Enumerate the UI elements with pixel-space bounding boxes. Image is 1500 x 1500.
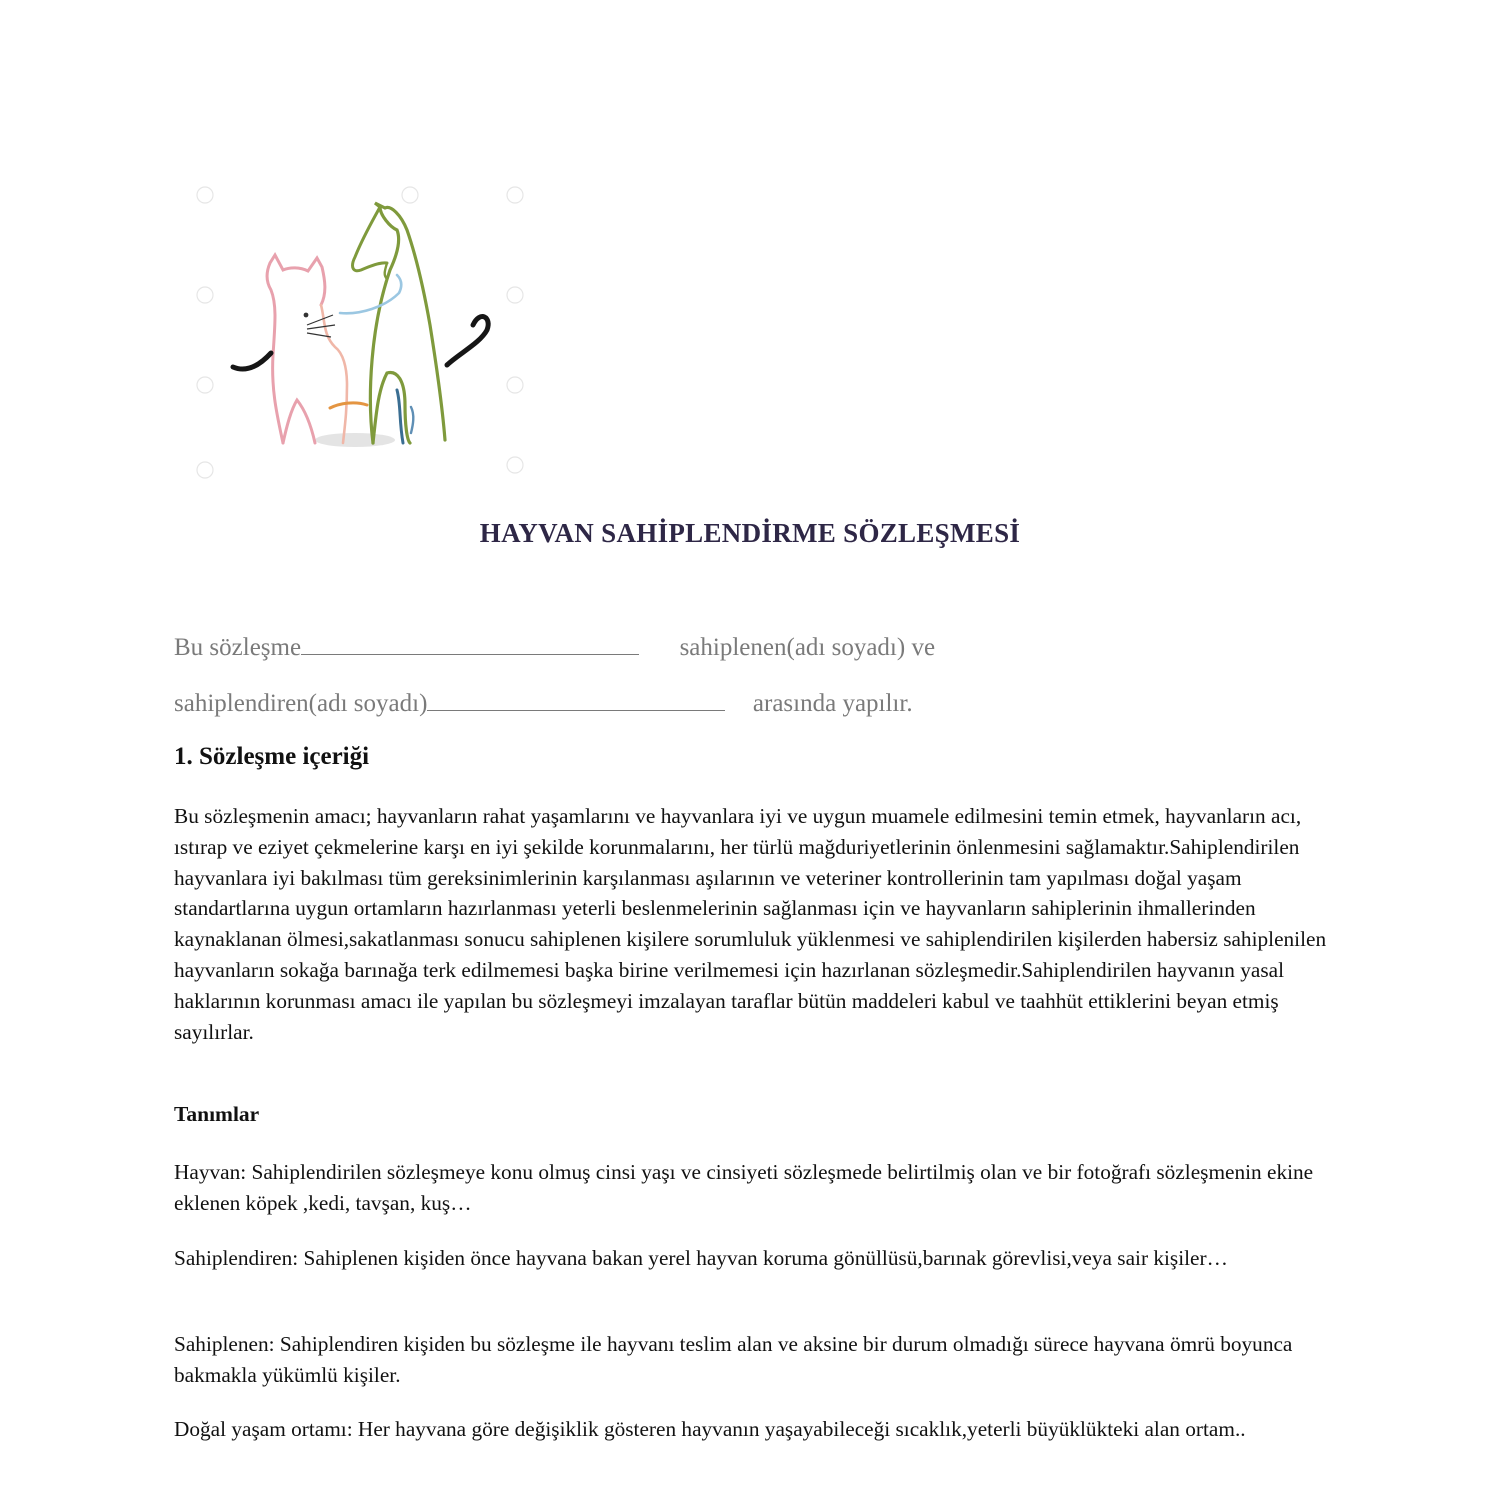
section-1-heading: 1. Sözleşme içeriği: [174, 743, 370, 770]
definition-sahiplendiren: Sahiplendiren: Sahiplenen kişiden önce hayvana bakan yerel hayvan koruma gönüllüsü,barınak görevlisi,veya sair kişiler…: [174, 1246, 1228, 1270]
giver-name-blank[interactable]: [427, 688, 725, 711]
document-title: HAYVAN SAHİPLENDİRME SÖZLEŞMESİ: [479, 518, 1021, 548]
section-1-body: Bu sözleşmenin amacı; hayvanların rahat yaşamlarını ve hayvanlara iyi ve uygun muamele edilmesini temin etmek, hayvanların acı, ıstırap ve eziyet çekmelerine karşı en iyi şekilde korunmalarını, her türlü mağduriyetlerinin önlenmesini sağlamaktır.Sahiplendirilen hayvanlara iyi bakılması tüm gereksinimlerinin karşılanması aşılarının ve veteriner kontrollerinin tam yapılması doğal yaşam standartlarına uygun ortamların hazırlanması yeterli beslenmelerinin sağlanması için ve hayvanların sahiplerinin ihmallerinden kaynaklanan ölmesi,sakatlanması sonucu sahiplenen kişilere sorumluluk yüklenmesi ve sahiplendirilen kişilerden habersiz sahiplenilen hayvanların sokağa barınağa terk edilmemesi başka birine verilmemesi için hazırlanan sözleşmedir.Sahiplendirilen hayvanın yasal haklarının korunması amacı ile yapılan bu sözleşmeyi imzalayan taraflar bütün maddeleri kabul ve taahhüt ettiklerini beyan etmiş sayılırlar.: [174, 804, 1327, 1044]
intro-line-1-end: sahiplenen(adı soyadı) ve: [679, 634, 936, 661]
definitions-heading: Tanımlar: [174, 1102, 260, 1126]
definition-hayvan: Hayvan: Sahiplendirilen sözleşmeye konu olmuş cinsi yaşı ve cinsiyeti sözleşmede belirtilmiş olan ve bir fotoğrafı sözleşmenin ekine eklenen köpek ,kedi, tavşan, kuş…: [174, 1160, 1314, 1215]
intro-line-2: [174, 688, 913, 718]
adopter-name-blank[interactable]: [301, 632, 639, 655]
dog-and-cat-logo-icon: [175, 175, 540, 495]
intro-line-1: [174, 632, 935, 662]
intro-line-2-end: arasında yapılır.: [752, 690, 913, 717]
intro-line-2-start: sahiplendiren(adı soyadı): [174, 690, 428, 717]
definition-dogal-yasam-ortami: Doğal yaşam ortamı: Her hayvana göre değişiklik gösteren hayvanın yaşayabileceği sıcaklık,yeterli büyüklükteki alan ortam..: [174, 1417, 1246, 1441]
intro-line-1-start: Bu sözleşme: [174, 634, 302, 661]
definition-sahiplenen: Sahiplenen: Sahiplendiren kişiden bu sözleşme ile hayvanı teslim alan ve aksine bir durum olmadığı sürece hayvana ömrü boyunca bakmakla yükümlü kişiler.: [174, 1332, 1293, 1387]
